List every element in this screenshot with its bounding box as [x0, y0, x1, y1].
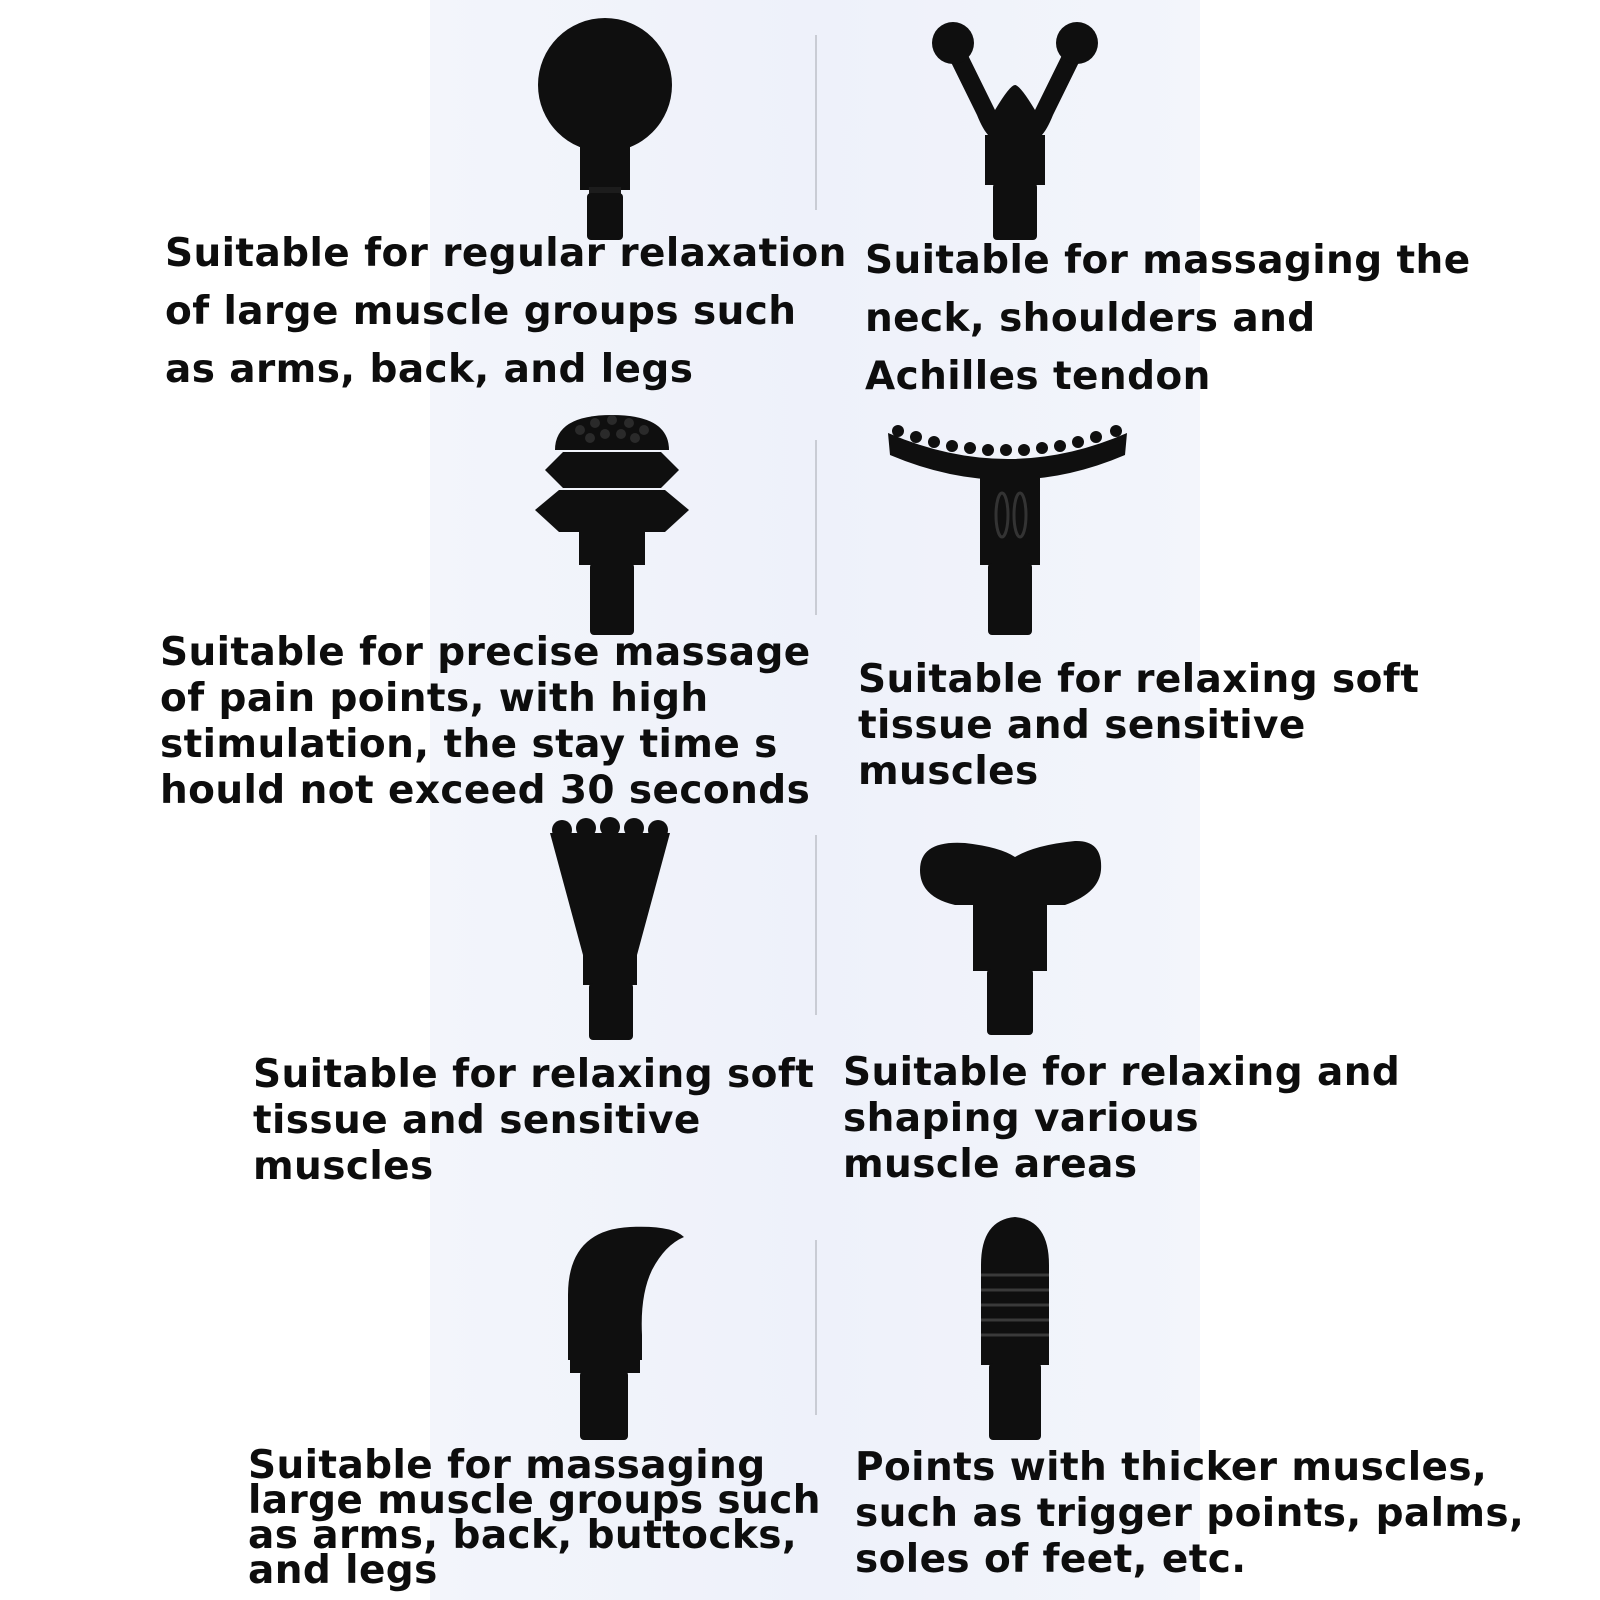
- column-divider: [815, 835, 817, 1015]
- ball-massage-head-icon: [530, 15, 680, 240]
- bullet-massage-head-icon: [975, 1215, 1055, 1440]
- column-divider: [815, 440, 817, 615]
- flat-head-description: Suitable for relaxing and shaping various muscle areas: [843, 1050, 1401, 1187]
- ball-head-description: Suitable for regular relaxation of large muscle groups such as arms, back, and legs: [165, 231, 847, 392]
- flat-massage-head-icon: [915, 835, 1105, 1035]
- fork-head-description: Suitable for massaging the neck, shoulders and Achilles tendon: [865, 238, 1471, 399]
- hook-massage-head-icon: [560, 1225, 690, 1440]
- spiked-head-description: Suitable for precise massage of pain points, with high stimulation, the stay time s hould not exceed 30 seconds: [160, 630, 811, 813]
- fork-massage-head-icon: [925, 15, 1105, 240]
- wedge-comb-head-description: Suitable for relaxing soft tissue and sensitive muscles: [253, 1052, 815, 1189]
- hook-head-description: Suitable for massaging large muscle groups such as arms, back, buttocks, and legs: [248, 1443, 821, 1593]
- column-divider: [815, 35, 817, 210]
- wedge-comb-massage-head-icon: [545, 815, 675, 1040]
- spiked-massage-head-icon: [535, 410, 690, 635]
- curved-comb-head-description: Suitable for relaxing soft tissue and sensitive muscles: [858, 657, 1420, 794]
- curved-comb-massage-head-icon: [880, 415, 1135, 635]
- column-divider: [815, 1240, 817, 1415]
- bullet-head-description: Points with thicker muscles, such as trigger points, palms, soles of feet, etc.: [855, 1445, 1525, 1582]
